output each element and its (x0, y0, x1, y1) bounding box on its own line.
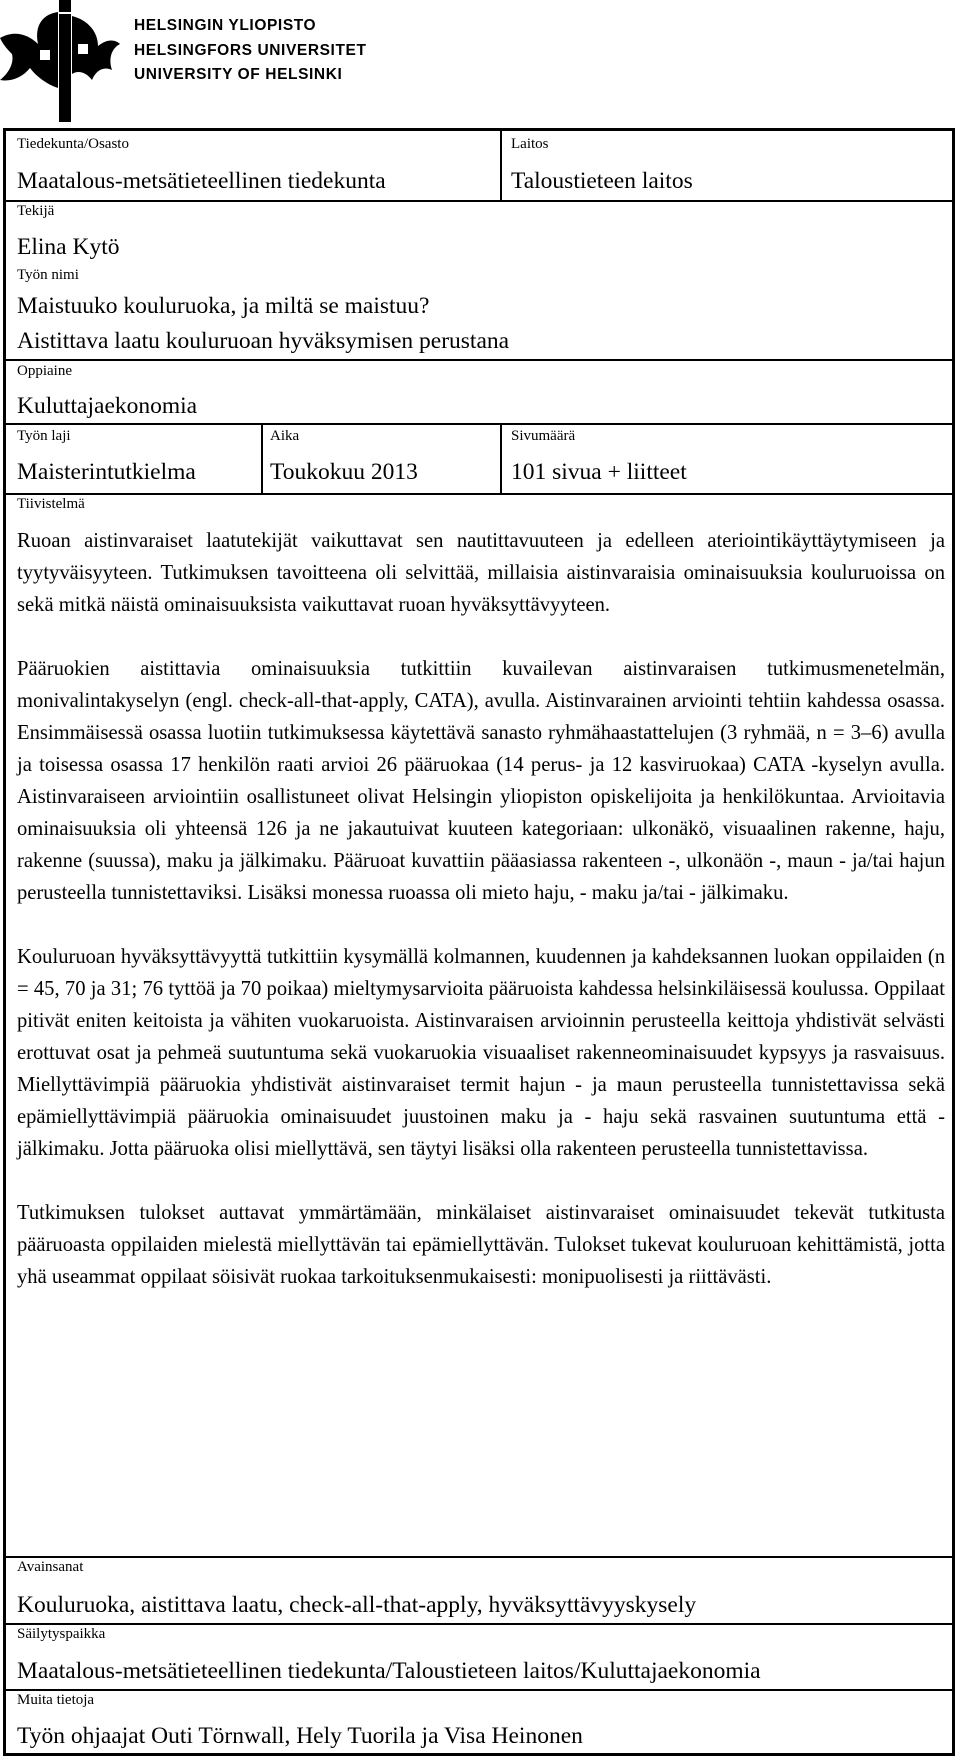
storage-label: Säilytyspaikka (17, 1626, 106, 1642)
faculty-label: Tiedekunta/Osasto (17, 136, 129, 152)
date-label: Aika (270, 428, 300, 444)
work-type-value: Maisterintutkielma (17, 459, 196, 485)
subject-label: Oppiaine (17, 363, 72, 379)
divider (500, 423, 502, 493)
divider (261, 423, 263, 493)
abstract-label: Tiivistelmä (17, 496, 85, 512)
author-value: Elina Kytö (17, 234, 120, 260)
abstract-paragraph: Pääruokien aistittavia ominaisuuksia tutkittiin kuvailevan aistinvaraisen tutkimusmenetelmän, monivalintakyselyn (engl. check-all-that-apply, CATA), avulla. Aistinvarainen arviointi tehtiin kahdessa osassa. Ensimmäisessä osassa luotiin tutkimuksessa käytettävä sanasto ryhmähaastattelujen (3 ryhmää, n = 3–6) avulla ja toisessa osassa 17 henkilön raati arvioi 26 pääruokaa (14 perus- ja 12 kasviruokaa) CATA -kyselyn avulla. Aistinvaraiseen arviointiin osallistuneet olivat Helsingin yliopiston opiskelijoita ja henkilökuntaa. Arvioitavia ominaisuuksia oli yhteensä 126 ja ne jakautuivat kuuteen kategoriaan: ulkonäkö, visuaalinen rakenne, haju, rakenne (suussa), maku ja jälkimaku. Pääruoat kuvattiin pääasiassa rakenteen -, ulkonäön -, maun - ja/tai hajun perusteella tunnistettaviksi. Lisäksi monessa ruoassa oli mieto haju, - maku ja/tai - jälkimaku. (17, 658, 945, 904)
faculty-value: Maatalous-metsätieteellinen tiedekunta (17, 168, 386, 194)
thesis-title-line: Maistuuko kouluruoka, ja miltä se maistuu? (17, 293, 430, 319)
date-value: Toukokuu 2013 (270, 459, 418, 485)
thesis-title (17, 289, 509, 359)
abstract-body (17, 525, 945, 1293)
divider (500, 131, 502, 200)
abstract-paragraph: Ruoan aistinvaraiset laatutekijät vaikuttavat sen nautittavuuteen ja edelleen ateriointikäyttäytymiseen ja tyytyväisyyteen. Tutkimuksen tavoitteena oli selvittää, millaisia aistinvaraisia ominaisuuksia kouluruoissa on sekä mitkä näistä ominaisuuksista vaikuttavat ruoan hyväksyttävyyteen. (17, 530, 945, 616)
thesis-abstract-form (3, 128, 955, 1756)
divider (6, 359, 952, 361)
author-label: Tekijä (17, 203, 55, 219)
divider (6, 1556, 952, 1558)
abstract-paragraph: Kouluruoan hyväksyttävyyttä tutkittiin kysymällä kolmannen, kuudennen ja kahdeksannen luokan oppilaiden (n = 45, 70 ja 31; 76 tyttöä ja 70 poikaa) mieltymysarvioita pääruoista kahdessa helsinkiläisessä koulussa. Oppilaat pitivät eniten keitoista ja vähiten vuokaruoista. Aistinvaraisen arvioinnin perusteella keittoja yhdistivät selvästi erottuvat osat ja pehmeä suutuntuma sekä vuokaruokia visuaaliset rakenneominaisuudet kypsyys ja rasvaisuus. Miellyttävimpiä pääruokia yhdistivät aistinvaraiset termit hajun - ja maun perusteella tunnistettavissa sekä epämiellyttävimpiä pääruokia ominaisuudet juustoinen maku ja - haju sekä rasvainen suutuntuma että - jälkimaku. Jotta pääruoka olisi miellyttävä, sen täytyi lisäksi olla rakenteen perusteella tunnistettavissa. (17, 946, 945, 1160)
university-name-en: UNIVERSITY OF HELSINKI (134, 66, 343, 83)
title-label: Työn nimi (17, 267, 79, 283)
divider (6, 200, 952, 202)
university-name-sv: HELSINGFORS UNIVERSITET (134, 41, 367, 59)
thesis-subtitle-line: Aistittava laatu kouluruoan hyväksymisen perustana (17, 328, 510, 354)
keywords-value: Kouluruoka, aistittava laatu, check-all-that-apply, hyväksyttävyyskysely (17, 1592, 697, 1618)
divider (6, 423, 952, 425)
divider (6, 1689, 952, 1691)
pages-value: 101 sivua + liitteet (511, 459, 687, 485)
helsinki-university-logo-icon (0, 0, 120, 122)
divider (6, 1623, 952, 1625)
document-header (0, 0, 960, 128)
other-info-value: Työn ohjaajat Outi Törnwall, Hely Tuorila ja Visa Heinonen (17, 1723, 583, 1749)
work-type-label: Työn laji (17, 428, 71, 444)
university-names (134, 14, 367, 88)
keywords-label: Avainsanat (17, 1559, 84, 1575)
abstract-paragraph: Tutkimuksen tulokset auttavat ymmärtämään, minkälaiset aistinvaraiset ominaisuudet tekevät tutkitusta pääruoasta oppilaiden mielestä miellyttävän tai epämiellyttävän. Tulokset tukevat kouluruoan kehittämistä, jotta yhä useammat oppilaat söisivät ruokaa tarkoituksenmukaisesti: monipuolisesti ja riittävästi. (17, 1202, 945, 1288)
other-info-label: Muita tietoja (17, 1692, 95, 1708)
department-value: Taloustieteen laitos (511, 168, 693, 194)
subject-value: Kuluttajaekonomia (17, 393, 198, 419)
divider (6, 493, 952, 495)
department-label: Laitos (511, 136, 549, 152)
storage-value: Maatalous-metsätieteellinen tiedekunta/Taloustieteen laitos/Kuluttajaekonomia (17, 1658, 761, 1684)
pages-label: Sivumäärä (511, 428, 576, 444)
university-name-fi: HELSINGIN YLIOPISTO (134, 17, 317, 34)
